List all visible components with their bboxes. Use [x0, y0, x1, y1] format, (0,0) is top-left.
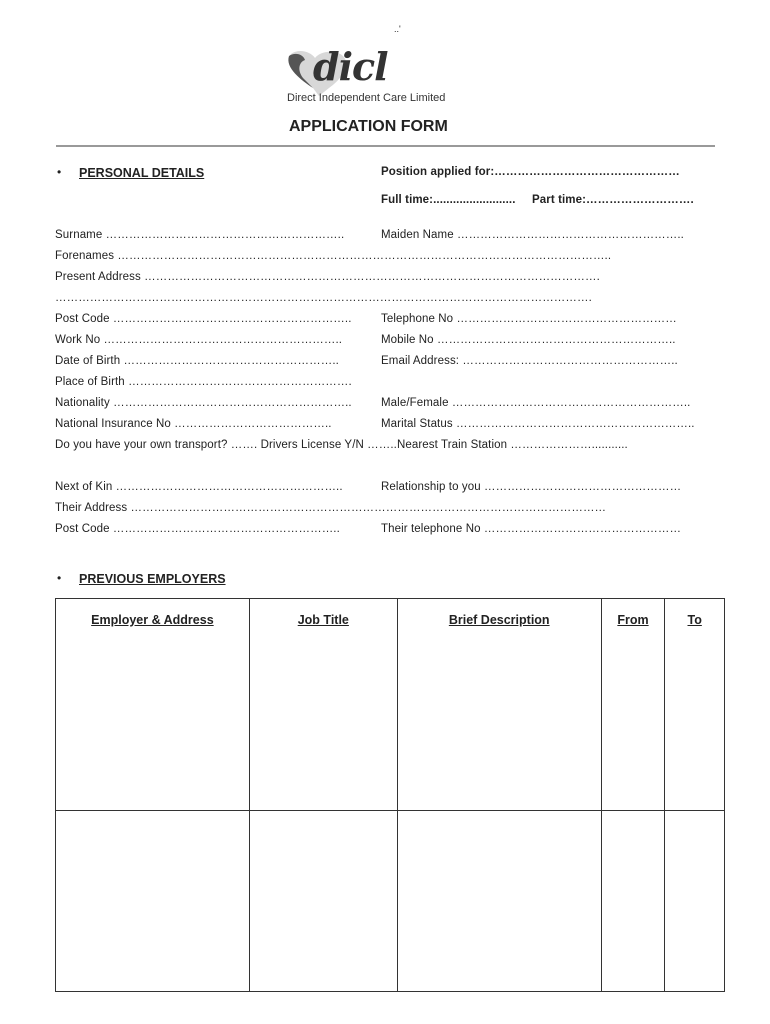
from-header: From [601, 599, 665, 811]
table-header-row [56, 599, 725, 811]
description-cell[interactable] [397, 811, 601, 992]
work-no-field[interactable]: Work No …………………………………………………….. [55, 334, 343, 346]
position-applied-field[interactable]: Position applied for:………………………………………… [381, 166, 680, 178]
form-title: APPLICATION FORM [289, 118, 448, 135]
corner-mark: ..' [394, 24, 401, 34]
present-address-field[interactable]: Present Address ………………………………………………………………………………………………………. [55, 271, 600, 283]
date-of-birth-field[interactable]: Date of Birth ……………………………………………….. [55, 355, 339, 367]
next-of-kin-field[interactable]: Next of Kin ………………………………………………….. [55, 481, 343, 493]
ni-number-field[interactable]: National Insurance No ………………………………….. [55, 418, 332, 430]
post-code-field[interactable]: Post Code …………………………………………………….. [55, 313, 352, 325]
logo-initials: dicl [313, 44, 388, 89]
email-field[interactable]: Email Address: ……………………………………………….. [381, 355, 678, 367]
surname-field[interactable]: Surname …………………………………………………….. [55, 229, 345, 241]
previous-employers-heading: PREVIOUS EMPLOYERS [79, 572, 226, 586]
gender-field[interactable]: Male/Female …………………………………………………….. [381, 397, 691, 409]
from-cell[interactable] [601, 811, 665, 992]
bullet-icon: • [57, 165, 62, 179]
employers-table [55, 598, 725, 992]
kin-post-code-field[interactable]: Post Code ………………………………………………….. [55, 523, 340, 535]
relationship-field[interactable]: Relationship to you …………………………………………… [381, 481, 682, 493]
their-address-field[interactable]: Their Address …………………………………………………………………………………………………………… [55, 502, 607, 514]
employer-header: Employer & Address [56, 599, 250, 811]
part-time-field[interactable]: Part time:………………………. [532, 194, 694, 206]
job-title-header: Job Title [249, 599, 397, 811]
their-telephone-field[interactable]: Their telephone No …………………………………………… [381, 523, 682, 535]
maiden-name-field[interactable]: Maiden Name ………………………………………………….. [381, 229, 684, 241]
description-header: Brief Description [397, 599, 601, 811]
place-of-birth-field[interactable]: Place of Birth …………………………………………………. [55, 376, 352, 388]
nationality-field[interactable]: Nationality …………………………………………………….. [55, 397, 352, 409]
to-header: To [665, 599, 725, 811]
telephone-field[interactable]: Telephone No ………………………………………………… [381, 313, 677, 325]
company-name: Direct Independent Care Limited [287, 92, 446, 104]
full-time-field[interactable]: Full time:......................... [381, 194, 516, 206]
title-divider [56, 145, 715, 147]
personal-details-heading: PERSONAL DETAILS [79, 166, 205, 180]
forenames-field[interactable]: Forenames ……………………………………………………………………………………………………………….. [55, 250, 612, 262]
mobile-no-field[interactable]: Mobile No …………………………………………………….. [381, 334, 676, 346]
marital-status-field[interactable]: Marital Status …………………………………………………….. [381, 418, 695, 430]
transport-field[interactable]: Do you have your own transport? ……. Drivers License Y/N ……..Nearest Train Station …………………........... [55, 439, 628, 451]
table-row [56, 811, 725, 992]
bullet-icon: • [57, 571, 62, 585]
company-logo [285, 44, 475, 106]
employer-cell[interactable] [56, 811, 250, 992]
address-line2-field[interactable]: …………………………………………………………………………………………………………………………. [55, 292, 592, 304]
to-cell[interactable] [665, 811, 725, 992]
job-title-cell[interactable] [249, 811, 397, 992]
